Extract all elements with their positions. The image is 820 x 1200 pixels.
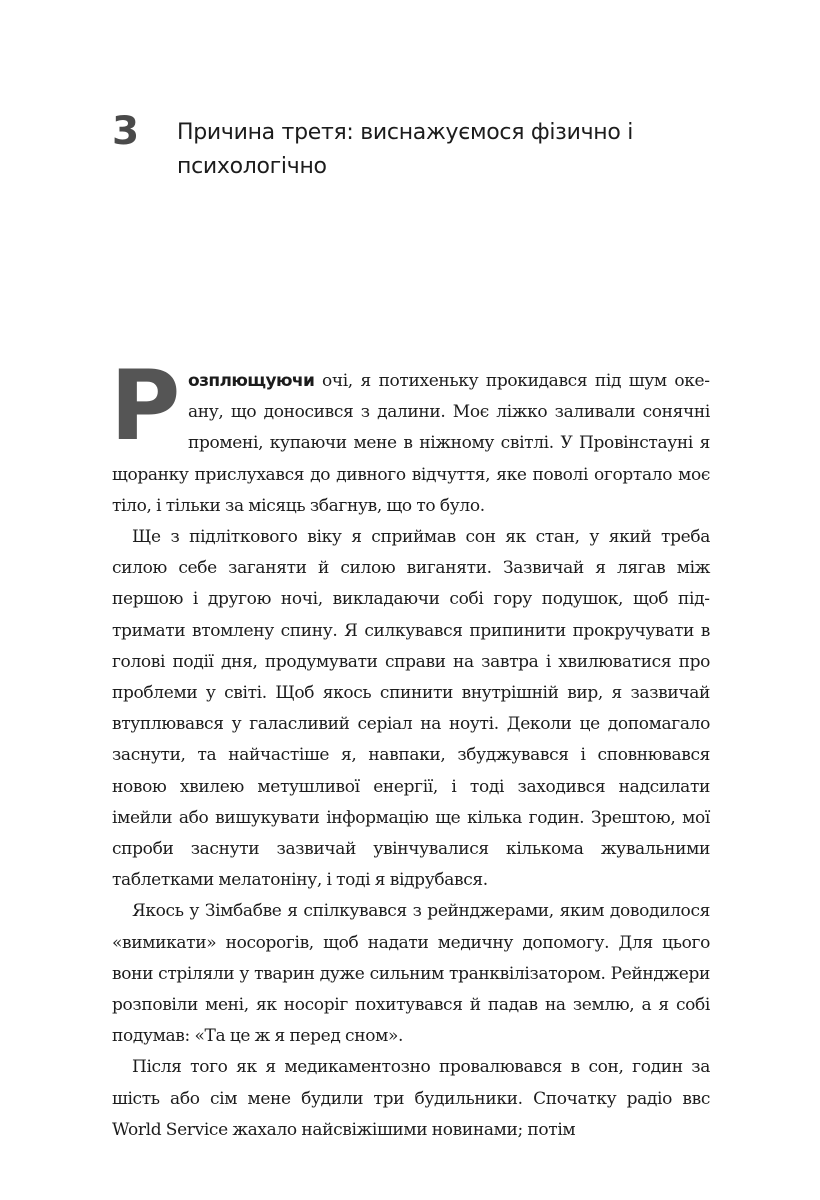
paragraph-1 (110, 350, 710, 522)
body-text (110, 350, 710, 1146)
paragraph-1-text: очі, я потихеньку прокидався під шум океану, що доносився з далини. Моє ліжко заливали сонячні промені, купаючи мене в ніжному світлі. У Провінстауні я щоранку прислухався до дивного відчуття, яке поволі огортало моє тіло, і тільки за місяць збагнув, що то було. (112, 371, 710, 516)
chapter-number: 3 (112, 109, 140, 154)
chapter-title: Причина третя: виснажуємося фізично і психологічно (177, 120, 634, 179)
lead-word: озплющуючи (188, 371, 315, 391)
paragraph-4: Після того як я медикаментозно провалювався в сон, годин за шість або сім мене будили три будильники. Спочатку радіо ввс World Service жахало найсвіжішими новинами; потім (112, 1057, 710, 1140)
paragraph-3: Якось у Зімбабве я спілкувався з рейнджерами, яким доводилося «вимикати» носорогів, щоб надати медичну допомогу. Для цього вони стріляли у тварин дуже сильним транквілізатором. Рейнджери розповіли мені, як носоріг похитувався й падав на землю, а я собі подумав: «Та це ж я перед сном». (112, 901, 710, 1047)
drop-cap: Р (110, 350, 181, 462)
paragraph-2: Ще з підліткового віку я сприймав сон як стан, у який треба силою себе заганяти й силою виганяти. Зазвичай я лягав між першою і другою ночі, викладаючи собі гору подушок, щоб підтримати втомлену спину. Я силкувався припинити прокручувати в голові події дня, продумувати справи на завтра і хвилюватися про проблеми у світі. Щоб якось спинити внутрішній вир, я зазвичай втуплювався у галасливий серіал на ноуті. Деколи це допомагало заснути, та найчастіше я, навпаки, збуджувався і сповнювався новою хвилею метушливої енергії, і тоді заходився надсилати імейли або вишукувати інформацію ще кілька годин. Зрештою, мої спроби заснути зазвичай увінчувалися кількома жувальними таблетками мелатоніну, і тоді я відрубався. (112, 527, 710, 891)
